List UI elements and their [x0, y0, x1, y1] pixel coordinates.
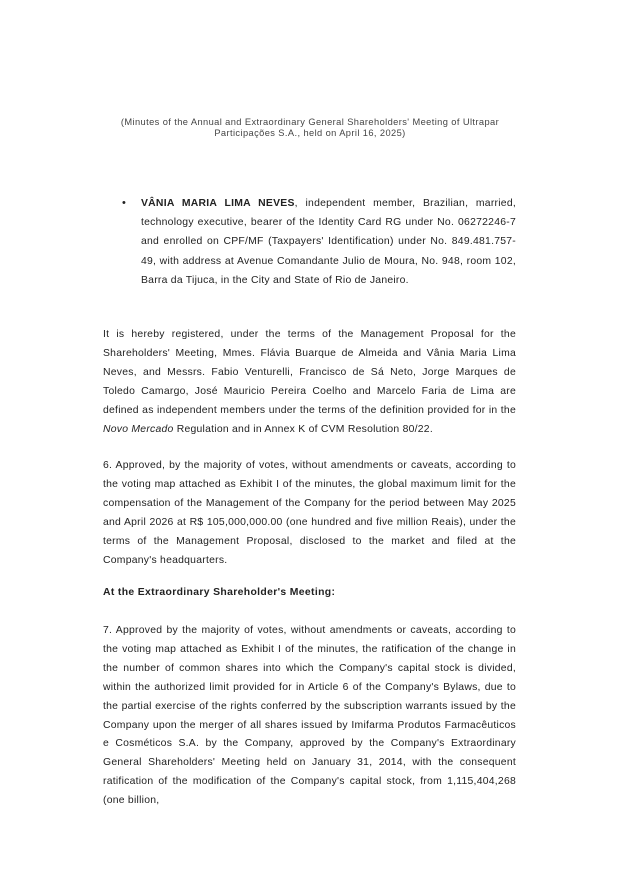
item-6-paragraph: 6. Approved, by the majority of votes, without amendments or caveats, according to the voting map attached as Exhibit I of the minutes, the global maximum limit for the compensation of the Management of the Company for the period between May 2025 and April 2026 at R$ 105,000,000.00 (one hundred and five million Reais), under the terms of the Management Proposal, disclosed to the market and filed at the Company's headquarters.: [103, 460, 516, 566]
extraordinary-meeting-heading: At the Extraordinary Shareholder's Meeting:: [103, 587, 336, 598]
item-7-paragraph: 7. Approved by the majority of votes, without amendments or caveats, according to the voting map attached as Exhibit I of the minutes, the ratification of the change in the number of common shares into which the Company's capital stock is divided, within the authorized limit provided for in Article 6 of the Company's Bylaws, due to the partial exercise of the rights conferred by the subscription warrants issued by the Company upon the merger of all shares issued by Imifarma Produtos Farmacêuticos e Cosméticos S.A. by the Company, approved by the Company's Extraordinary General Shareholders' Meeting held on January 31, 2014, with the consequent ratification of the modification of the Company's capital stock, from 1,115,404,268 (one billion,: [103, 625, 516, 807]
minutes-header: [90, 117, 530, 139]
member-name: VÂNIA MARIA LIMA NEVES: [141, 198, 295, 209]
novo-mercado-term: Novo Mercado: [103, 423, 174, 435]
independent-members-paragraph: [103, 326, 516, 439]
board-member-bullet: [122, 194, 516, 290]
member-details: , independent member, Brazilian, married, technology executive, bearer of the Identity Card RG under No. 06272246-7 and enrolled on CPF/MF (Taxpayers' Identification) under No. 849.481.757-49, with address at Avenue Comandante Julio de Moura, No. 948, room 102, Barra da Tijuca, in the City and State of Rio de Janeiro.: [141, 198, 516, 286]
bullet-icon: •: [122, 197, 126, 209]
header-line-1: (Minutes of the Annual and Extraordinary General Shareholders' Meeting of Ultrapar: [120, 117, 500, 127]
bullet-text: [141, 194, 516, 290]
header-line-2: Participações S.A., held on April 16, 2025): [214, 128, 406, 138]
independent-text-before: It is hereby registered, under the terms of the Management Proposal for the Shareholders' Meeting, Mmes. Flávia Buarque de Almeida and Vânia Maria Lima Neves, and Messrs. Fabio Venturelli, Francisco de Sá Neto, Jorge Marques de Toledo Camargo, José Mauricio Pereira Coelho and Marcelo Faria de Lima are defined as independent members under the terms of the definition provided for in the: [103, 329, 516, 416]
independent-text-after: Regulation and in Annex K of CVM Resolution 80/22.: [173, 423, 433, 435]
